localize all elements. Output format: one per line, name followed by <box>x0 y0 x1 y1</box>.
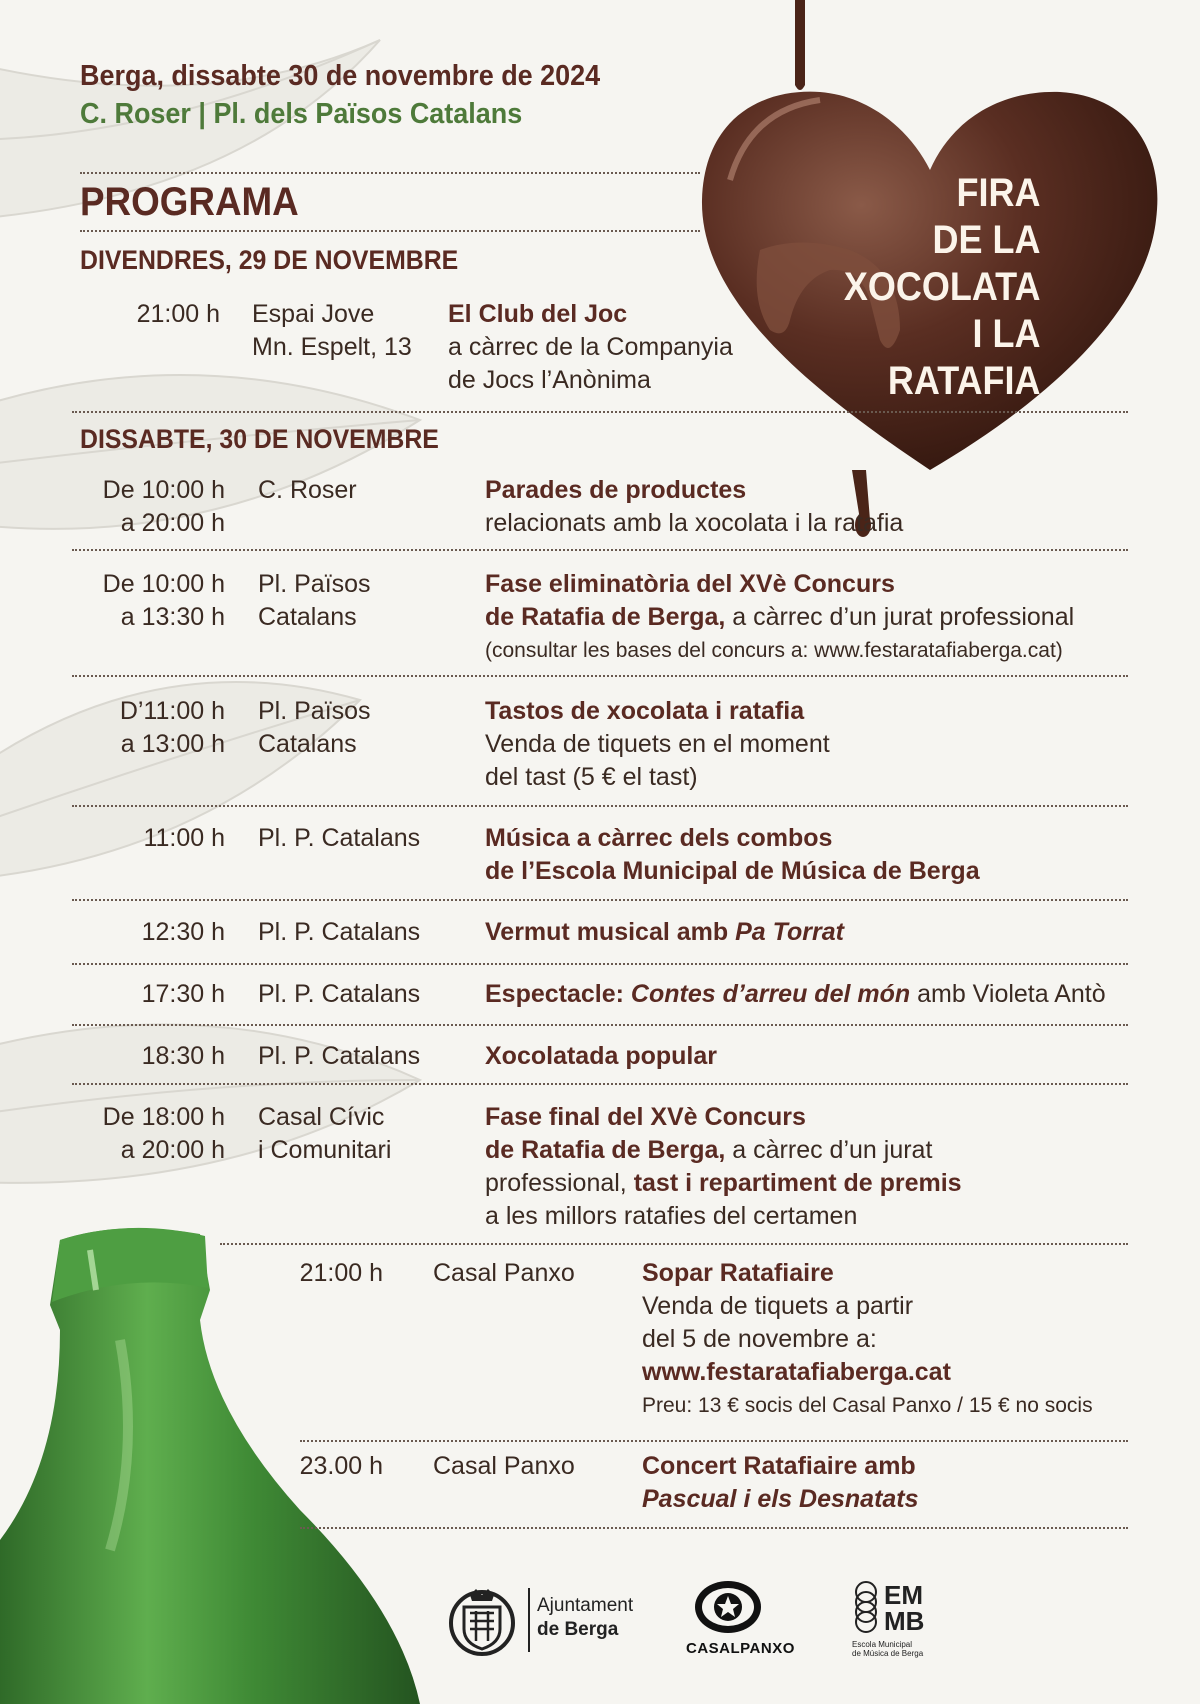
event-time: De 10:00 h <box>102 476 225 504</box>
event-title: Tastos de xocolata i ratafia <box>485 697 805 725</box>
emmb-logo-text <box>884 1582 924 1634</box>
emmb-sub-1: Escola Municipal <box>852 1640 913 1649</box>
event-time: 12:30 h <box>141 918 225 946</box>
event-title-line <box>485 916 844 949</box>
event-title: Fase eliminatòria del XVè Concurs <box>485 570 895 598</box>
divider <box>72 963 1128 965</box>
event-desc-line <box>485 601 1074 634</box>
event-time: a 20:00 h <box>120 509 225 537</box>
event-desc: professional, <box>485 1169 634 1197</box>
event-title-cont: de l’Escola Municipal de Música de Berga <box>485 857 980 885</box>
event-title: Espectacle: <box>485 980 631 1008</box>
event-desc-line <box>485 1167 962 1200</box>
location-line: C. Roser | Pl. dels Països Catalans <box>80 98 523 130</box>
event-title: Sopar Ratafiaire <box>642 1259 834 1287</box>
event-desc: Venda de tiquets en el moment <box>485 730 830 758</box>
event-desc: a les millors ratafies del certamen <box>485 1202 858 1230</box>
ajuntament-crest-icon <box>448 1585 516 1657</box>
friday-heading: DIVENDRES, 29 DE NOVEMBRE <box>80 245 459 275</box>
event-place: Pl. P. Catalans <box>258 918 421 946</box>
event-time: a 13:00 h <box>120 730 225 758</box>
divider <box>80 230 700 232</box>
event-title-italic: Pascual i els Desnatats <box>642 1485 919 1513</box>
event-title-italic: Pa Torrat <box>735 918 844 946</box>
title-line-1: FIRA <box>956 171 1040 215</box>
event-time: 17:30 h <box>141 980 225 1008</box>
event-desc: a càrrec de la Companyia <box>448 333 733 361</box>
event-time: 23.00 h <box>299 1452 383 1480</box>
event-place: Casal Panxo <box>433 1259 575 1287</box>
event-time: De 10:00 h <box>102 570 225 598</box>
event-note: Preu: 13 € socis del Casal Panxo / 15 € no socis <box>642 1394 1093 1417</box>
divider <box>72 1083 1128 1085</box>
event-desc: Venda de tiquets a partir <box>642 1292 914 1320</box>
title-line-3: XOCOLATA <box>843 265 1040 309</box>
divider <box>72 675 1128 677</box>
title-line-4: I LA <box>972 312 1040 356</box>
event-place: Casal Panxo <box>433 1452 575 1480</box>
event-time: a 20:00 h <box>120 1136 225 1164</box>
event-time: D’11:00 h <box>119 697 225 725</box>
divider <box>72 549 1128 551</box>
fair-title <box>843 170 1040 405</box>
event-desc: del 5 de novembre a: <box>642 1325 877 1353</box>
event-time: 11:00 h <box>143 824 225 852</box>
event-desc: a càrrec d’un jurat <box>725 1136 933 1164</box>
programa-heading: PROGRAMA <box>80 180 299 224</box>
event-time: 21:00 h <box>136 300 220 328</box>
divider <box>220 1243 1128 1245</box>
event-place: C. Roser <box>258 476 357 504</box>
event-place: Casal Cívic <box>258 1103 385 1131</box>
casal-panxo-logo-text: CASALPANXO <box>686 1640 795 1657</box>
event-title-cont: de Ratafia de Berga, <box>485 1136 726 1164</box>
event-place: Mn. Espelt, 13 <box>252 333 412 361</box>
title-line-2: DE LA <box>932 218 1040 262</box>
event-time: 21:00 h <box>299 1259 383 1287</box>
ajuntament-logo-text <box>537 1594 633 1642</box>
event-desc: relacionats amb la xocolata i la ratafia <box>485 509 904 537</box>
event-place: Pl. Països <box>258 570 371 598</box>
event-title: Vermut musical amb <box>485 918 736 946</box>
event-title: Fase final del XVè Concurs <box>485 1103 806 1131</box>
ajuntament-line-2: de Berga <box>537 1619 619 1640</box>
event-time: a 13:30 h <box>120 603 225 631</box>
event-note: (consultar les bases del concurs a: www.festaratafiaberga.cat) <box>485 639 1063 662</box>
casal-panxo-logo-icon <box>692 1578 764 1636</box>
divider <box>300 1440 1128 1442</box>
divider <box>72 1024 1128 1026</box>
emmb-line-1: EM <box>884 1580 923 1610</box>
event-desc: de Jocs l’Anònima <box>448 366 651 394</box>
event-place: Catalans <box>258 730 357 758</box>
event-title: Concert Ratafiaire amb <box>642 1452 916 1480</box>
emmb-subtitle <box>852 1640 923 1658</box>
event-place: Espai Jove <box>252 300 375 328</box>
event-title: Música a càrrec dels combos <box>485 824 833 852</box>
event-place: Pl. P. Catalans <box>258 824 421 852</box>
event-desc-bold: tast i repartiment de premis <box>633 1169 962 1197</box>
event-title: Xocolatada popular <box>485 1042 717 1070</box>
event-desc-line <box>485 1134 932 1167</box>
event-desc: amb Violeta Antò <box>910 980 1106 1008</box>
emmb-sub-2: de Música de Berga <box>852 1649 924 1658</box>
event-time: De 18:00 h <box>102 1103 225 1131</box>
event-title: Parades de productes <box>485 476 747 504</box>
divider <box>72 411 1128 413</box>
emmb-line-2: MB <box>884 1606 925 1636</box>
logo-separator <box>528 1588 530 1652</box>
event-time: 18:30 h <box>141 1042 225 1070</box>
event-place: Catalans <box>258 603 357 631</box>
event-place: Pl. P. Catalans <box>258 1042 421 1070</box>
event-place: Pl. P. Catalans <box>258 980 421 1008</box>
event-place: i Comunitari <box>258 1136 392 1164</box>
event-title-italic: Contes d’arreu del món <box>630 980 911 1008</box>
event-title-line <box>485 978 1106 1011</box>
event-title-cont: de Ratafia de Berga, <box>485 603 726 631</box>
event-url[interactable]: www.festaratafiaberga.cat <box>642 1358 951 1386</box>
date-line: Berga, dissabte 30 de novembre de 2024 <box>80 60 601 92</box>
event-place: Pl. Països <box>258 697 371 725</box>
divider <box>80 172 700 174</box>
event-title: El Club del Joc <box>448 300 628 328</box>
divider <box>72 899 1128 901</box>
event-desc: a càrrec d’un jurat professional <box>725 603 1075 631</box>
ajuntament-line-1: Ajuntament <box>537 1595 634 1616</box>
saturday-heading: DISSABTE, 30 DE NOVEMBRE <box>80 424 439 454</box>
title-line-5: RATAFIA <box>887 359 1040 403</box>
divider <box>72 805 1128 807</box>
emmb-logo-icon <box>848 1578 888 1640</box>
divider <box>300 1527 1128 1529</box>
event-desc: del tast (5 € el tast) <box>485 763 698 791</box>
